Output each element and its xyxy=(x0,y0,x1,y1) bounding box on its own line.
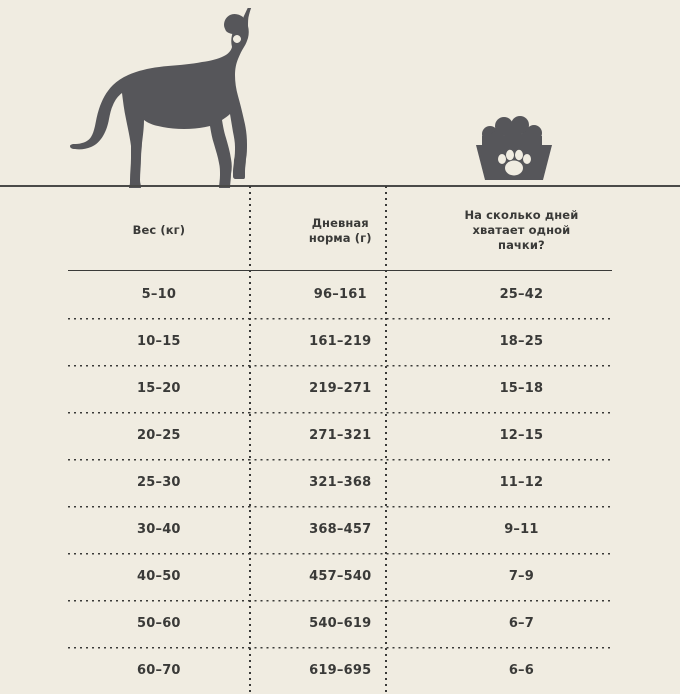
table-body xyxy=(68,270,612,694)
cell-days: 12–15 xyxy=(499,427,544,443)
table-row xyxy=(68,412,612,459)
column-separator-1 xyxy=(249,186,251,694)
table-row xyxy=(68,459,612,506)
cell-norm: 219–271 xyxy=(309,380,372,396)
table-row xyxy=(68,553,612,600)
column-header-days-per-pack-line3: пачки? xyxy=(498,238,545,253)
cell-days: 9–11 xyxy=(504,521,539,537)
cell-days: 18–25 xyxy=(499,333,544,349)
cell-norm: 321–368 xyxy=(309,474,372,490)
cell-weight: 30–40 xyxy=(137,521,181,537)
cell-weight: 60–70 xyxy=(137,662,181,678)
table-head xyxy=(68,200,612,270)
cell-weight: 25–30 xyxy=(137,474,181,490)
cell-days: 7–9 xyxy=(508,568,535,584)
table-row xyxy=(68,270,612,318)
column-header-daily-norm xyxy=(250,200,431,270)
cell-weight: 5–10 xyxy=(141,286,177,302)
table-row xyxy=(68,318,612,365)
cell-weight: 10–15 xyxy=(137,333,181,349)
table-row xyxy=(68,600,612,647)
table-row xyxy=(68,647,612,694)
cell-weight: 15–20 xyxy=(137,380,181,396)
cell-weight: 40–50 xyxy=(137,568,181,584)
feeding-table-container xyxy=(0,186,680,694)
cell-days: 11–12 xyxy=(499,474,544,490)
feeding-table xyxy=(68,200,612,694)
cell-norm: 96–161 xyxy=(313,286,367,302)
cell-days: 25–42 xyxy=(499,286,544,302)
column-header-weight-line1: Вес (кг) xyxy=(132,223,186,238)
column-header-daily-norm-line2: норма (г) xyxy=(308,230,372,245)
cell-norm: 271–321 xyxy=(309,427,372,443)
cell-norm: 161–219 xyxy=(309,333,372,349)
cell-norm: 540–619 xyxy=(309,615,372,631)
column-separator-2 xyxy=(385,186,387,694)
table-row xyxy=(68,365,612,412)
cell-days: 6–7 xyxy=(508,615,535,631)
illustration-area xyxy=(0,0,680,186)
column-header-days-per-pack-line2: хватает одной xyxy=(472,223,571,238)
column-header-days-per-pack-line1: На сколько дней xyxy=(464,208,579,222)
cell-weight: 50–60 xyxy=(137,615,181,631)
cell-days: 6–6 xyxy=(508,662,535,678)
dog-food-bowl-icon xyxy=(466,112,562,184)
column-header-weight xyxy=(68,200,250,270)
dog-silhouette-icon xyxy=(62,8,292,188)
cell-days: 15–18 xyxy=(499,380,544,396)
column-header-days-per-pack xyxy=(431,200,612,270)
cell-weight: 20–25 xyxy=(137,427,181,443)
table-row xyxy=(68,506,612,553)
cell-norm: 457–540 xyxy=(309,568,372,584)
cell-norm: 368–457 xyxy=(309,521,372,537)
cell-norm: 619–695 xyxy=(309,662,372,678)
table-header-row xyxy=(68,200,612,270)
column-header-daily-norm-line1: Дневная xyxy=(311,215,369,230)
